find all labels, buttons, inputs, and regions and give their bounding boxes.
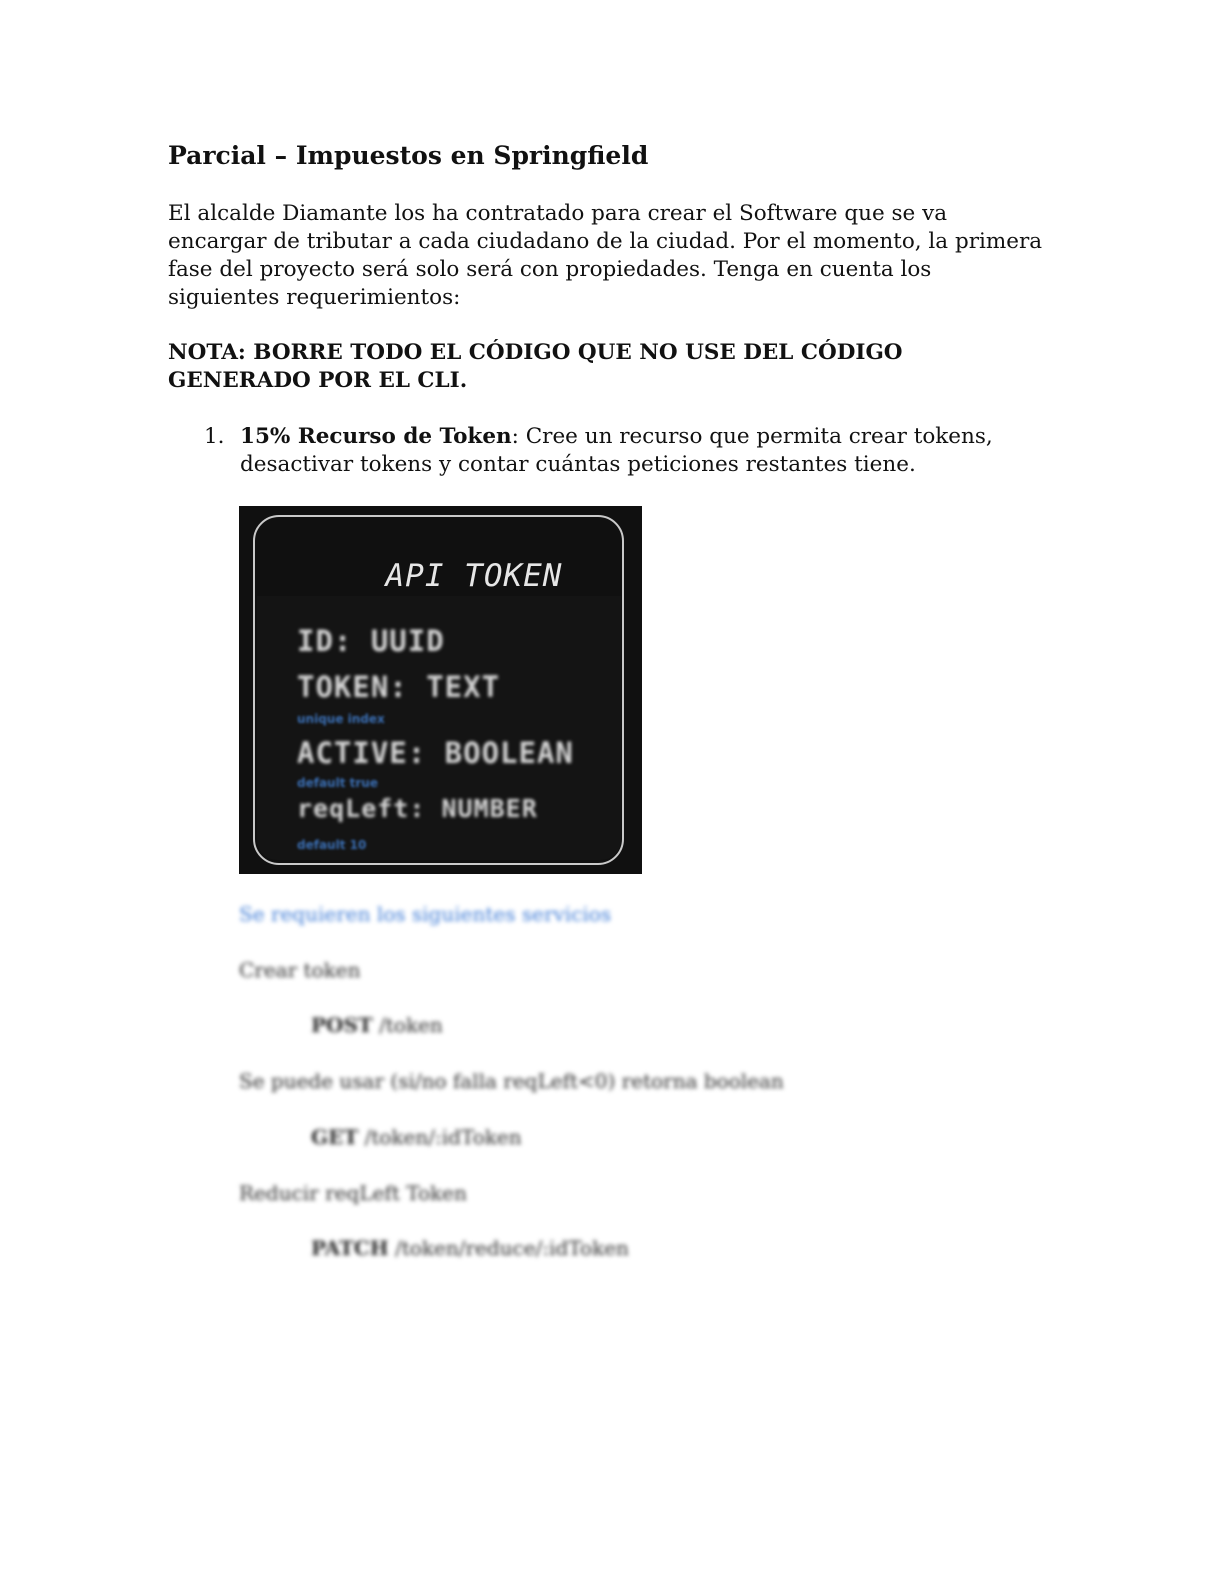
document-title: Parcial – Impuestos en Springfield [168, 141, 649, 170]
token-field-reqleft-note: default 10 [297, 838, 367, 852]
token-field-active: ACTIVE: BOOLEAN [297, 736, 574, 770]
service-endpoint-reduce [311, 1235, 629, 1261]
token-field-id: ID: UUID [297, 624, 445, 658]
token-field-reqleft: reqLeft: NUMBER [297, 794, 538, 823]
service-label-check: Se puede usar (si/no falla reqLeft<0) retorna boolean [239, 1069, 784, 1093]
service-path-create: /token [372, 1013, 443, 1037]
services-heading: Se requieren los siguientes servicios [239, 902, 612, 926]
token-field-token-note: unique index [297, 712, 385, 726]
service-endpoint-create [311, 1012, 443, 1038]
requirements-list [168, 423, 1048, 479]
service-method-check: GET [311, 1125, 359, 1149]
service-method-create: POST [311, 1013, 373, 1037]
intro-paragraph: El alcalde Diamante los ha contratado para crear el Software que se va encargar de tributar a cada ciudadano de la ciudad. Por el momento, la primera fase del proyecto será solo será con propiedades. Tenga en cuenta los siguientes requerimientos: [168, 201, 1043, 310]
service-path-reduce: /token/reduce/:idToken [388, 1236, 629, 1260]
service-method-reduce: PATCH [311, 1236, 389, 1260]
api-token-image [239, 506, 642, 874]
service-label-create: Crear token [239, 958, 361, 982]
token-field-active-note: default true [297, 776, 378, 790]
requirement-title: 15% Recurso de Token [240, 424, 512, 449]
service-path-check: /token/:idToken [358, 1125, 522, 1149]
note-paragraph: NOTA: BORRE TODO EL CÓDIGO QUE NO USE DEL CÓDIGO GENERADO POR EL CLI. [168, 340, 903, 393]
requirement-description: : Cree un recurso que permita crear tokens, desactivar tokens y contar cuántas peticiones restantes tiene. [240, 424, 993, 477]
requirement-item [168, 423, 1048, 479]
service-endpoint-check [311, 1124, 522, 1150]
requirement-number: 1. [204, 424, 225, 449]
token-card-title: API TOKEN [385, 558, 563, 594]
token-field-token: TOKEN: TEXT [297, 670, 501, 704]
service-label-reduce: Reducir reqLeft Token [239, 1181, 467, 1205]
